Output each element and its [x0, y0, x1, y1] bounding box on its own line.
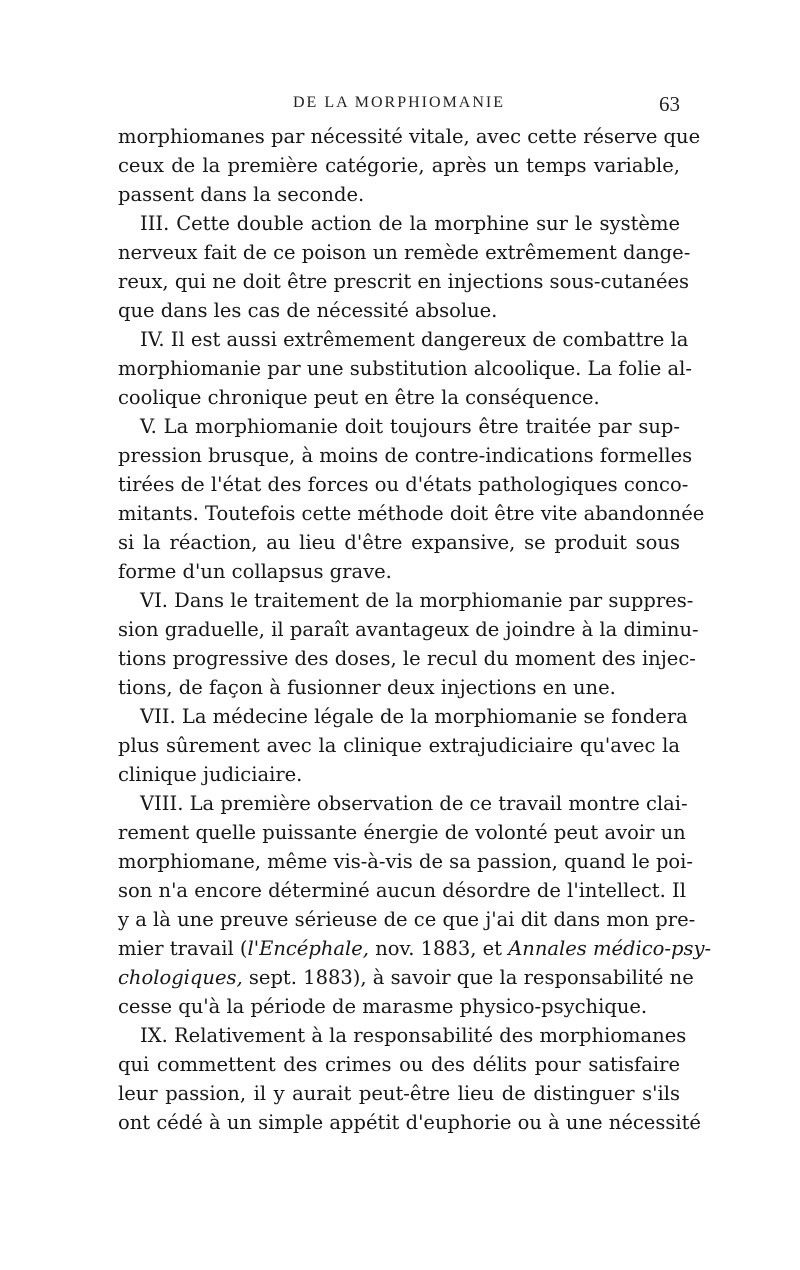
- text-run: mier travail (: [118, 937, 248, 960]
- text-line: que dans les cas de nécessité absolue.: [118, 299, 498, 322]
- text-line: clinique judiciaire.: [118, 763, 303, 786]
- text-line: ceux de la première catégorie, après un temps variable,: [118, 154, 680, 177]
- text-line: tions progressive des doses, le recul du moment des injec-: [118, 647, 696, 670]
- text-line: leur passion, il y aurait peut-être lieu de distinguer s'ils: [118, 1082, 680, 1105]
- text-line: y a là une preuve sérieuse de ce que j'ai dit dans mon pre-: [118, 908, 696, 931]
- text-line: tions, de façon à fusionner deux injections en une.: [118, 676, 616, 699]
- text-line: forme d'un collapsus grave.: [118, 560, 392, 583]
- text-line: rement quelle puissante énergie de volonté peut avoir un: [118, 821, 686, 844]
- text-line: sion graduelle, il paraît avantageux de joindre à la diminu-: [118, 618, 699, 641]
- text-line: passent dans la seconde.: [118, 183, 365, 206]
- text-line: ont cédé à un simple appétit d'euphorie ou à une nécessité: [118, 1111, 701, 1134]
- journal-title: chologiques,: [118, 966, 243, 989]
- text-line: reux, qui ne doit être prescrit en injections sous-cutanées: [118, 270, 690, 293]
- text-line: pression brusque, à moins de contre-indications formelles: [118, 444, 693, 467]
- text-line: coolique chronique peut en être la conséquence.: [118, 386, 600, 409]
- running-head: [118, 94, 680, 118]
- text-line: VI. Dans le traitement de la morphiomanie par suppres-: [140, 589, 694, 612]
- text-line: V. La morphiomanie doit toujours être traitée par sup-: [140, 415, 680, 438]
- body-text: [118, 122, 712, 1137]
- page-number: 63: [659, 92, 680, 116]
- text-line: tirées de l'état des forces ou d'états pathologiques conco-: [118, 473, 689, 496]
- journal-title: Annales médico-psy-: [508, 937, 712, 960]
- text-line: mitants. Toutefois cette méthode doit être vite abandonnée: [118, 502, 705, 525]
- running-title: DE LA MORPHIOMANIE: [293, 94, 505, 111]
- journal-title: l'Encéphale,: [247, 937, 369, 960]
- text-run: sept. 1883), à savoir que la responsabilité ne: [242, 966, 694, 989]
- text-line: [118, 963, 694, 992]
- text-line: morphiomanes par nécessité vitale, avec cette réserve que: [118, 125, 701, 148]
- text-line: si la réaction, au lieu d'être expansive, se produit sous: [118, 531, 680, 554]
- text-line: qui commettent des crimes ou des délits pour satisfaire: [118, 1053, 680, 1076]
- text-line: III. Cette double action de la morphine sur le système: [140, 212, 680, 235]
- text-line: IX. Relativement à la responsabilité des morphiomanes: [140, 1024, 687, 1047]
- text-line: cesse qu'à la période de marasme physico-psychique.: [118, 995, 648, 1018]
- text-run: nov. 1883, et: [369, 937, 509, 960]
- text-line: son n'a encore déterminé aucun désordre de l'intellect. Il: [118, 879, 686, 902]
- text-line: plus sûrement avec la clinique extrajudiciaire qu'avec la: [118, 734, 680, 757]
- text-line: morphiomanie par une substitution alcoolique. La folie al-: [118, 357, 692, 380]
- text-line: nerveux fait de ce poison un remède extrêmement dange-: [118, 241, 691, 264]
- text-line: [118, 934, 712, 963]
- text-line: VIII. La première observation de ce travail montre clai-: [140, 792, 688, 815]
- text-line: morphiomane, même vis-à-vis de sa passion, quand le poi-: [118, 850, 694, 873]
- text-line: IV. Il est aussi extrêmement dangereux de combattre la: [140, 328, 689, 351]
- text-line: VII. La médecine légale de la morphiomanie se fondera: [140, 705, 688, 728]
